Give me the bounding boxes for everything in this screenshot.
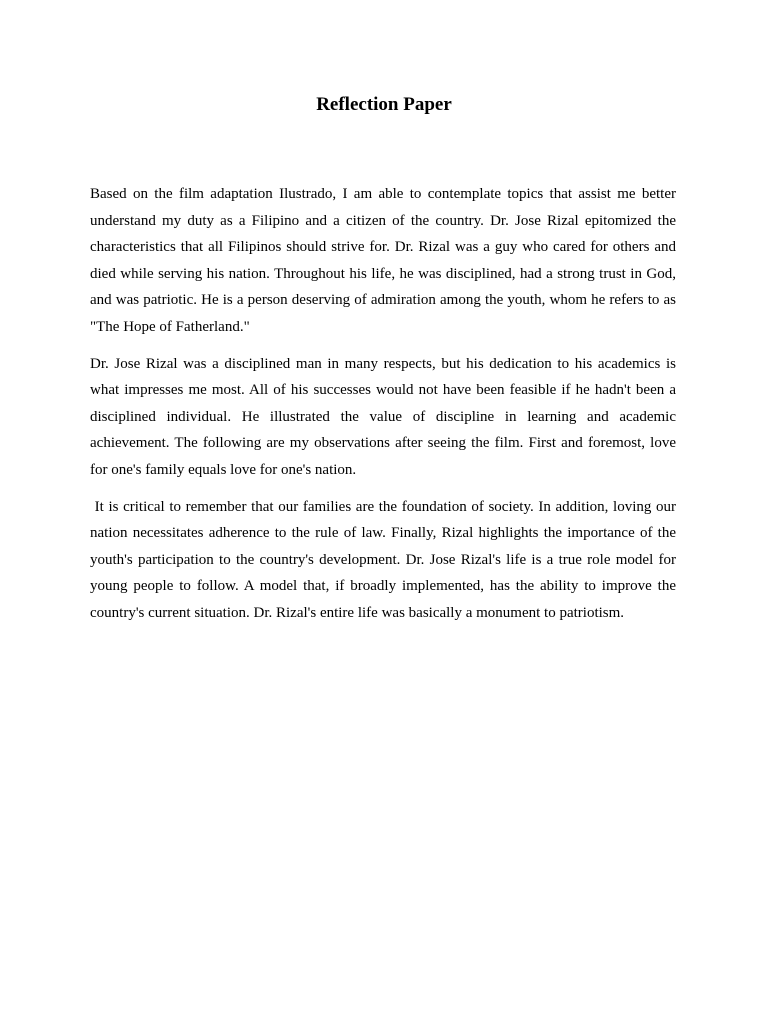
paragraph-1: Based on the film adaptation Ilustrado, I am able to contemplate topics that assist me better understand my duty as a Filipino and a citizen of the country. Dr. Jose Rizal epitomized the characteristics that all Filipinos should strive for. Dr. Rizal was a guy who cared for others and died while serving his nation. Throughout his life, he was disciplined, had a strong trust in God, and was patriotic. He is a person deserving of admiration among the youth, whom he refers to as "The Hope of Fatherland." bbox=[90, 186, 680, 335]
paragraph-2: Dr. Jose Rizal was a disciplined man in many respects, but his dedication to his academics is what impresses me most. All of his successes would not have been feasible if he hadn't been a disciplined individual. He illustrated the value of discipline in learning and academic achievement. The following are my observations after seeing the film. First and foremost, love for one's family equals love for one's nation. bbox=[90, 355, 680, 478]
paragraph-3: It is critical to remember that our families are the foundation of society. In addition, loving our nation necessitates adherence to the rule of law. Finally, Rizal highlights the importance of the youth's participation to the country's development. Dr. Jose Rizal's life is a true role model for young people to follow. A model that, if broadly implemented, has the ability to improve the country's current situation. Dr. Rizal's entire life was basically a monument to patriotism. bbox=[90, 498, 680, 621]
document-title: Reflection Paper bbox=[316, 94, 452, 115]
document-body bbox=[90, 181, 680, 637]
